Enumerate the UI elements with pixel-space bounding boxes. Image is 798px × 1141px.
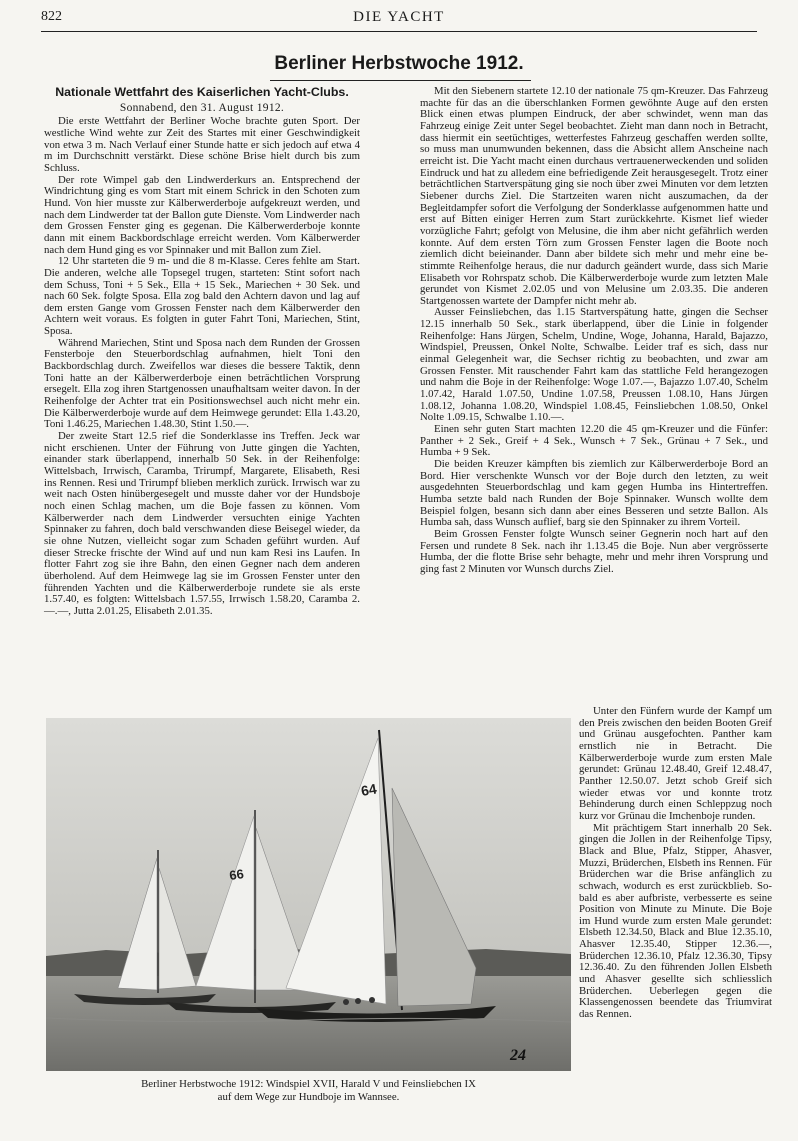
paragraph: 12 Uhr starteten die 9 m- und die 8 m-Klasse. Ceres fehlte am Start. Die anderen, welche alle Topsegel trugen, starteten: Stint sofort nach dem Schuss, Toni + 5 Sek., Ella + 15 Sek., Mariechen + 30 Sek. und nach 60 Sek. folgte Sposa. Ella zog bald den Achtern davon und lag auf dem ersten Gange vom Grossen Fenster nach dem Kälberwerder den Achtern weit voraus. Es folgten in guter Fahrt Toni, Mariechen, Stint, Sposa. — [44, 255, 360, 338]
sailing-photo — [46, 718, 571, 1071]
sail-number-64: 64 — [359, 780, 378, 799]
header-rule — [41, 31, 757, 32]
page-number: 822 — [41, 9, 62, 24]
paragraph: Der zweite Start 12.5 rief die Sonderklasse ins Treffen. Jeck war nicht erschienen. Unter der Führung von Jutte gingen die Yachten, einander stark überlappend, innerhalb 50 Sek. in der Reihenfolge: Wittelsbach, Irrwisch, Caramba, Trirumpf, Margarete, Elisabeth, Resi ins Rennen. Resi und Trirumpf blieben merklich zurück. Irrwisch war zu weit nach Osten hinübergesegelt und musste daher vor der Hundsboje noch einen Schlag machen, um die Boje fassen zu können. Vom Kälberwerder nach dem Lindwerder versuchten einige Yachten Spinnaker zu fahren, doch bald verschwanden diese Beisegel wieder, da sie ohne Nutzen, vielleicht sogar zum Schaden geführt wurden. Auf dieser Strecke frischte der Wind auf und nun kam Resi ins Laufen. In flotter Fahrt zog sie ihre Bahn, den einen Gegner nach dem anderen überholend. Auf dem Heimwege lag sie im Grossen Fenster unter den führenden Yachten und die Kälberwerderboje rundete sie als erste 1.57.40, es folgten: Wittelsbach 1.57.55, Irrwisch 1.58.20, Caramba 2.—.—, Jutta 2.01.25, Elisabeth 2.01.35. — [44, 430, 360, 617]
section-title: Nationale Wettfahrt des Kaiserlichen Yacht-Clubs. — [55, 85, 349, 99]
dateline: Sonnabend, den 31. August 1912. — [119, 101, 285, 114]
paragraph: Die erste Wettfahrt der Berliner Woche brachte guten Sport. Der westliche Wind wehte zur Zeit des Startes mit einer Geschwindigkeit von etwa 3 m. Nach Verlauf einer Stunde hatte er sich jedoch auf etwa 4 m im Durchschnitt verstärkt. Diese schöne Brise hielt durch bis zum Schluss. — [44, 115, 360, 174]
right-column — [420, 86, 768, 576]
narrow-column — [579, 706, 772, 1021]
paragraph: Während Mariechen, Stint und Sposa nach dem Runden der Grossen Fensterboje den Steuerbordschlag aufnahmen, hielt Toni den Backbordschlag durch. Zweifellos war dieses die bessere Taktik, denn Toni hatte an der Kälberwerderboje einen beträchtlichen Vorsprung ersegelt. Ella zog ihren Startgenossen unaufhaltsam weiter davon. In der Reihenfolge der Achter trat ein Positionswechsel auch nicht mehr ein. Die Kälberwerderboje wurde auf dem Heimwege gerundet: Ella 1.43.20, Toni 1.46.25, Mariechen 1.48.30, Stint 1.50.—. — [44, 336, 360, 431]
yachts-illustration — [46, 718, 571, 1071]
paragraph: Unter den Fünfern wurde der Kampf um den Preis zwischen den beiden Booten Greif und Grünau ausgefochten. Panther kam ernstlich nie in Betracht. Die Kälberwerderboje wurde zum ersten Male gerundet: Grünau 12.48.40, Greif 12.48.47, Panther 12.50.07. Jetzt schob Greif sich wieder etwas vor und konnte trotz Behinderung durch einen Schleppzug noch kurz vor Grünau die Imchenboje runden. — [579, 705, 772, 822]
caption-line: Berliner Herbstwoche 1912: Windspiel XVII, Harald V und Feinsliebchen IX — [141, 1078, 476, 1090]
paragraph: Ausser Feinsliebchen, das 1.15 Startverspätung hatte, gingen die Sechser 12.15 innerhalb 50 Sek., stark überlappend, über die Linie in folgender Reihenfolge: Hans Jürgen, Schelm, Undine, Woge, Johanna, Harald, Bajazzo, Windspiel, Preussen, Onkel Nolte, Schwalbe. Leider traf es sich, dass nur einmal Gelegenheit war, die Sechser richtig zu beobachten, und zwar am Grossen Fenster. Mit rauschender Fahrt kam das stattliche Feld herangezogen und nahm die Boje in der Reihenfolge: Woge 1.07.—, Bajazzo 1.07.40, Schelm 1.07.42, Harald 1.07.50, Undine 1.07.58, Preussen 1.08.10, Hans Jürgen 1.08.12, Johanna 1.08.20, Windspiel 1.08.45, Feinsliebchen 1.08.50, Onkel Nolte 1.09.15, Schwalbe 1.10.—. — [420, 306, 768, 424]
paragraph: Die beiden Kreuzer kämpften bis ziemlich zur Kälberwerderboje Bord an Bord. Hier verschenkte Wunsch vor der Boje durch den letzten, zu weit ausgedehnten Steuerbordschlag und kam gegen Humba ins Hintertreffen. Humba setzte bald nach Runden der Boje Spinnaker. Wunsch wollte dem Beispiel folgen, besann sich dann aber eines Besseren und setzte Ballon. Als Humba sah, dass Wunsch auflief, barg sie den Spinnaker zu ihrem Vorteil. — [420, 458, 768, 529]
running-title: DIE YACHT — [353, 9, 445, 25]
article-title: Berliner Herbstwoche 1912. — [274, 53, 524, 74]
paragraph: Einen sehr guten Start machten 12.20 die 45 qm-Kreuzer und die Fünfer: Panther + 2 Sek., Greif + 4 Sek., Wunsch + 7 Sek., Grünau + 7 Sek., und Humba + 9 Sek. — [420, 423, 768, 459]
caption-line: auf dem Wege zur Hundboje im Wannsee. — [217, 1090, 400, 1103]
paragraph: Mit den Siebenern startete 12.10 der nationale 75 qm-Kreuzer. Das Fahrzeug machte für das an die überschlanken Formen gewöhnte Auge auf den ersten Blick einen etwas plumpen Eindruck, der aber schwindet, wenn man das Fahrzeug einige Zeit unter Segel beobachtet. Zieht man dann noch in Betracht, dass hiermit ein seetüchtiges, wetterfestes Fahrzeug geschaffen werden sollte, so muss man unumwunden bekennen, dass die Absicht allem Anscheine nach erreicht ist. Die Yacht macht einen durchaus vertrauenerweckenden und soliden Eindruck und hat zu alledem eine befriedigende Zeit herausgesegelt. Trotz einer beträchtlichen Startverspätung ging sie noch über zwei Minuten vor dem letzten Siebener durchs Ziel. Die Startzeiten waren nicht auszumachen, da der Begleitdampfer sofort die Verfolgung der Sonderklasse aufgenommen hatte und erst auf Bitten einiger Herren zum Start zurückkehrte. Kismet lief wieder vorzügliche Fahrt; gefolgt von Melusine, die ihm aber nicht gefährlich werden konnte. Auf dem ersten Törn zum Grossen Fenster lagen die Boote noch ziemlich dicht beieinander. Dann aber bildete sich mehr und mehr eine bestimmte Reihenfolge heraus, die nur dadurch geändert wurde, dass sich Marie Elisabeth vor Rohrspatz schob. Die Kälberwerderboje wurde zum letzten Male gerundet von Kismet 2.02.05 und von Melusine um 2.03.35. Die anderen Startgenossen wartete der Dampfer nicht mehr ab. — [420, 85, 768, 307]
photo-corner-mark: 24 — [510, 1047, 526, 1064]
left-column — [44, 86, 360, 618]
photo-caption — [46, 1078, 571, 1103]
paragraph: Beim Grossen Fenster folgte Wunsch seiner Gegnerin noch hart auf den Fersen und rundete 8 Sek. nach ihr 1.13.45 die Boje. Nun aber vergrösserte Humba, der die flotte Brise sehr behagte, mehr und mehr ihren Vorsprung und ging fast 2 Minuten vor Wunsch durchs Ziel. — [420, 527, 768, 575]
paragraph: Der rote Wimpel gab den Lindwerderkurs an. Entsprechend der Windrichtung ging es vom Start mit einem Schrick in den Schoten zum Hund. Von hier musste zur Kälberwerderboje aufgekreuzt werden, und nach dem Lindwerder tat der Ballon gute Dienste. Vom Lindwerder nach dem Grossen Fenster ging es gegenan. Die Kälberwerderboje konnte dann mit einem Backbordschlage erreicht werden. Vom Kälberwerder nach dem Hund ging es vor Spinnaker und mit Ballon zum Ziel. — [44, 173, 360, 256]
paragraph: Mit prächtigem Start innerhalb 20 Sek. gingen die Jollen in der Reihenfolge Tipsy, Black and Blue, Pfalz, Stipper, Ahasver, Muzzi, Brüderchen, Elsbeth ins Rennen. Für Brüderchen war die Brise anfänglich zu schwach, wodurch es erst zurückblieb. Sobald es aber aufbriste, verbesserte es seine Position von Minute zu Minute. Die Boje im Hund wurde zum ersten Male gerundet: Elsbeth 12.34.50, Black and Blue 12.35.10, Ahasver 12.35.40, Stipper 12.36.—, Brüderchen 12.36.10, Pfalz 12.36.30, Tipsy 12.36.40. Zu den führenden Jollen Elsbeth und Ahasver gesellte sich schliesslich Brüderchen. Ueberlegen gegen die Klassengenossen beendete das Triumvirat das Rennen. — [579, 821, 772, 1021]
sail-number-66: 66 — [228, 866, 245, 883]
title-underline — [270, 80, 531, 81]
